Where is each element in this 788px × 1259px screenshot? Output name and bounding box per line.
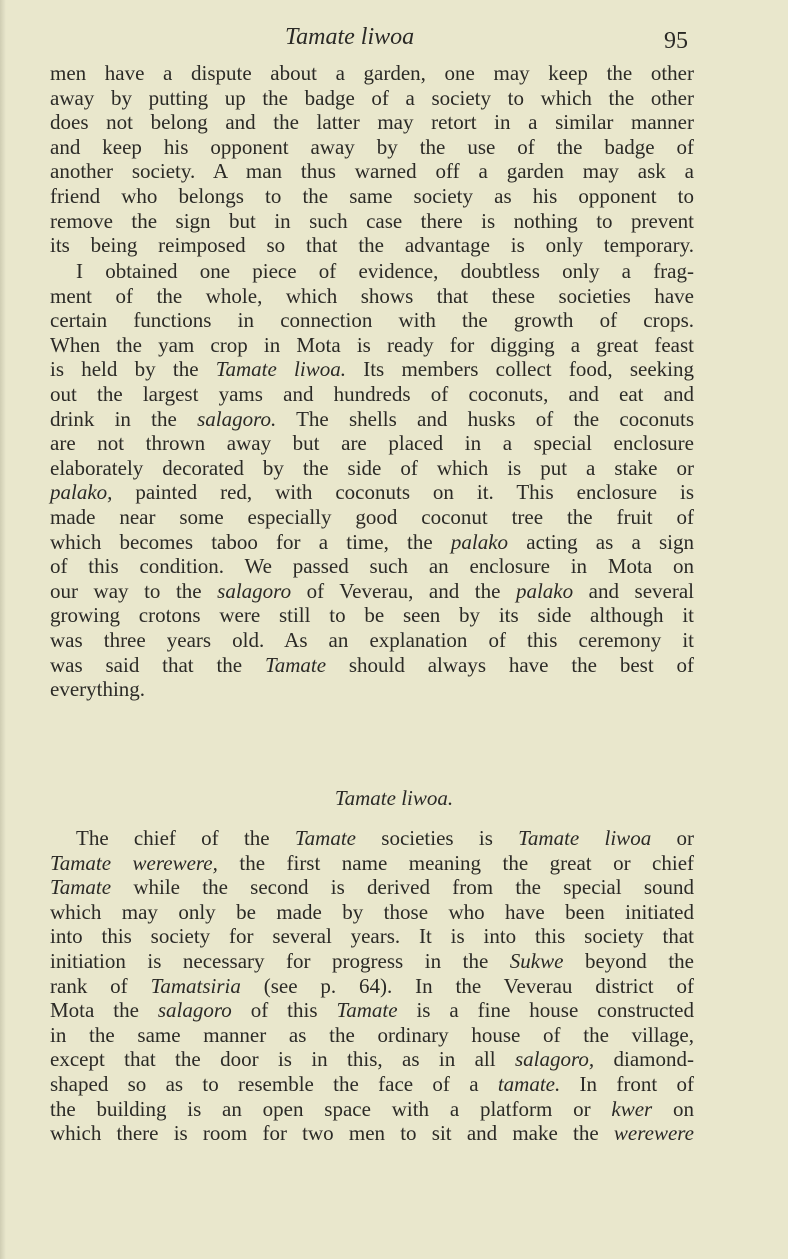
text-line (50, 259, 694, 283)
text-segment: In front of (560, 1072, 694, 1096)
text-line (50, 1072, 694, 1096)
text-segment: acting as a sign (508, 529, 695, 554)
text-line (50, 1121, 694, 1145)
text-segment: elaborately decorated by the side of which is put a stake or (50, 455, 694, 480)
text-line (50, 677, 694, 701)
text-segment: The chief of the (76, 826, 295, 850)
italic-term: salagoro (157, 998, 232, 1023)
text-segment: certain functions in connection with the growth of crops. (50, 308, 694, 333)
text-line (50, 653, 694, 677)
italic-term: werewere (613, 1121, 694, 1146)
text-segment: should always have the best of (326, 652, 694, 677)
text-segment: ment of the whole, which shows that these societies have (50, 283, 694, 308)
text-segment: our way to the (50, 578, 218, 603)
text-segment: its being reimposed so that the advantage is only temporary. (50, 233, 694, 258)
text-line (50, 135, 694, 159)
text-line (50, 233, 694, 257)
italic-term: Tamate werewere, (50, 850, 218, 875)
text-segment: which may only be made by those who have been initiated (50, 899, 694, 924)
text-line (50, 505, 694, 529)
text-line (50, 1097, 694, 1121)
text-segment: or (651, 826, 694, 850)
italic-term: Tamate (336, 998, 398, 1023)
text-segment: rank of (50, 973, 151, 998)
text-segment: in the same manner as the ordinary house of the village, (50, 1022, 694, 1047)
text-line (50, 407, 694, 431)
text-segment: of this (231, 998, 337, 1023)
italic-term: Tamatsiria (150, 973, 241, 998)
text-segment: was three years old. As an explanation of this ceremony it (50, 628, 694, 652)
text-segment: Mota the (50, 998, 158, 1023)
text-line (50, 159, 694, 183)
text-line (50, 110, 694, 134)
text-line (50, 357, 694, 381)
running-header (0, 24, 788, 56)
text-segment: the first name meaning the great or chief (217, 850, 695, 875)
text-segment: painted red, with coconuts on it. This enclosure is (112, 480, 694, 505)
italic-term: tamate. (497, 1072, 561, 1096)
text-segment: of Veverau, and the (291, 578, 516, 603)
text-line (50, 579, 694, 603)
text-segment: is held by the (50, 357, 216, 382)
italic-term: palako (515, 578, 574, 603)
text-line (50, 184, 694, 208)
text-segment: made near some especially good coconut tree the fruit of (50, 505, 694, 529)
text-segment: is a fine house constructed (397, 998, 695, 1023)
text-segment: are not thrown away but are placed in a special enclosure (50, 431, 694, 456)
text-line (50, 480, 694, 504)
text-line (50, 333, 694, 357)
text-segment: of this condition. We passed such an enclosure in Mota on (50, 554, 694, 579)
italic-term: salagoro. (197, 406, 277, 431)
text-line (50, 530, 694, 554)
section-heading: Tamate liwoa. (334, 786, 454, 810)
text-line (50, 382, 694, 406)
text-line (50, 284, 694, 308)
running-title: Tamate liwoa (285, 24, 415, 50)
text-segment: another society. A man thus warned off a garden may ask a (50, 159, 694, 184)
text-segment: into this society for several years. It is into this society that (50, 924, 694, 949)
text-segment: initiation is necessary for progress in the (50, 949, 510, 973)
text-line (50, 1047, 694, 1071)
text-segment: societies is (355, 826, 519, 850)
text-segment: the building is an open space with a platform or (50, 1096, 612, 1121)
italic-term: Tamate (264, 652, 327, 677)
text-segment: diamond- (594, 1047, 695, 1072)
text-segment: and keep his opponent away by the use of the badge of (50, 134, 694, 159)
text-segment: When the yam crop in Mota is ready for digging a great feast (50, 332, 694, 357)
text-segment: remove the sign but in such case there is nothing to prevent (50, 208, 694, 233)
text-line (50, 603, 694, 627)
text-segment: (see p. 64). In the Veverau district of (240, 973, 694, 998)
text-line (50, 456, 694, 480)
text-line (50, 86, 694, 110)
text-segment: growing crotons were still to be seen by its side although it (50, 603, 694, 628)
text-line (50, 1023, 694, 1047)
italic-term: palako, (50, 480, 113, 505)
italic-term: Tamate (50, 875, 112, 900)
italic-term: salagoro (217, 578, 292, 603)
text-segment: men have a dispute about a garden, one may keep the other (50, 61, 694, 85)
text-segment: drink in the (50, 406, 198, 431)
text-segment: on (652, 1096, 694, 1121)
text-segment: while the second is derived from the special sound (111, 875, 694, 900)
italic-term: Tamate (294, 826, 356, 850)
text-segment: does not belong and the latter may retort in a similar manner (50, 110, 694, 135)
text-line (50, 924, 694, 948)
text-segment: was said that the (50, 652, 265, 677)
text-line (50, 628, 694, 652)
text-segment: which there is room for two men to sit and make the (50, 1121, 614, 1146)
text-segment: everything. (50, 677, 146, 702)
text-segment: which becomes taboo for a time, the (50, 529, 451, 554)
italic-term: Sukwe (509, 949, 564, 973)
page-number: 95 (664, 28, 688, 54)
page-edge-shadow (0, 0, 6, 1259)
italic-term: kwer (611, 1096, 653, 1121)
text-line (50, 554, 694, 578)
text-line (50, 875, 694, 899)
text-segment: friend who belongs to the same society as his opponent to (50, 184, 694, 208)
text-segment: beyond the (563, 949, 694, 973)
italic-term: salagoro, (514, 1047, 595, 1072)
text-segment: away by putting up the badge of a society to which the other (50, 85, 694, 110)
text-line (50, 974, 694, 998)
text-segment: I obtained one piece of evidence, doubtless only a frag- (76, 259, 694, 283)
text-segment: The shells and husks of the coconuts (276, 406, 694, 431)
text-segment: shaped so as to resemble the face of a (50, 1072, 498, 1096)
text-line (50, 998, 694, 1022)
text-segment: out the largest yams and hundreds of coconuts, and eat and (50, 382, 694, 406)
text-line (50, 431, 694, 455)
text-segment: except that the door is in this, as in all (50, 1047, 515, 1072)
text-line (50, 949, 694, 973)
text-segment: Its members collect food, seeking (345, 357, 694, 382)
text-line (50, 308, 694, 332)
italic-term: Tamate liwoa (518, 826, 652, 850)
text-line (50, 826, 694, 850)
text-segment: and several (573, 578, 694, 603)
italic-term: palako (450, 529, 509, 554)
text-line (50, 900, 694, 924)
text-line (50, 209, 694, 233)
text-line (50, 61, 694, 85)
italic-term: Tamate liwoa. (215, 357, 346, 382)
text-line (50, 851, 694, 875)
